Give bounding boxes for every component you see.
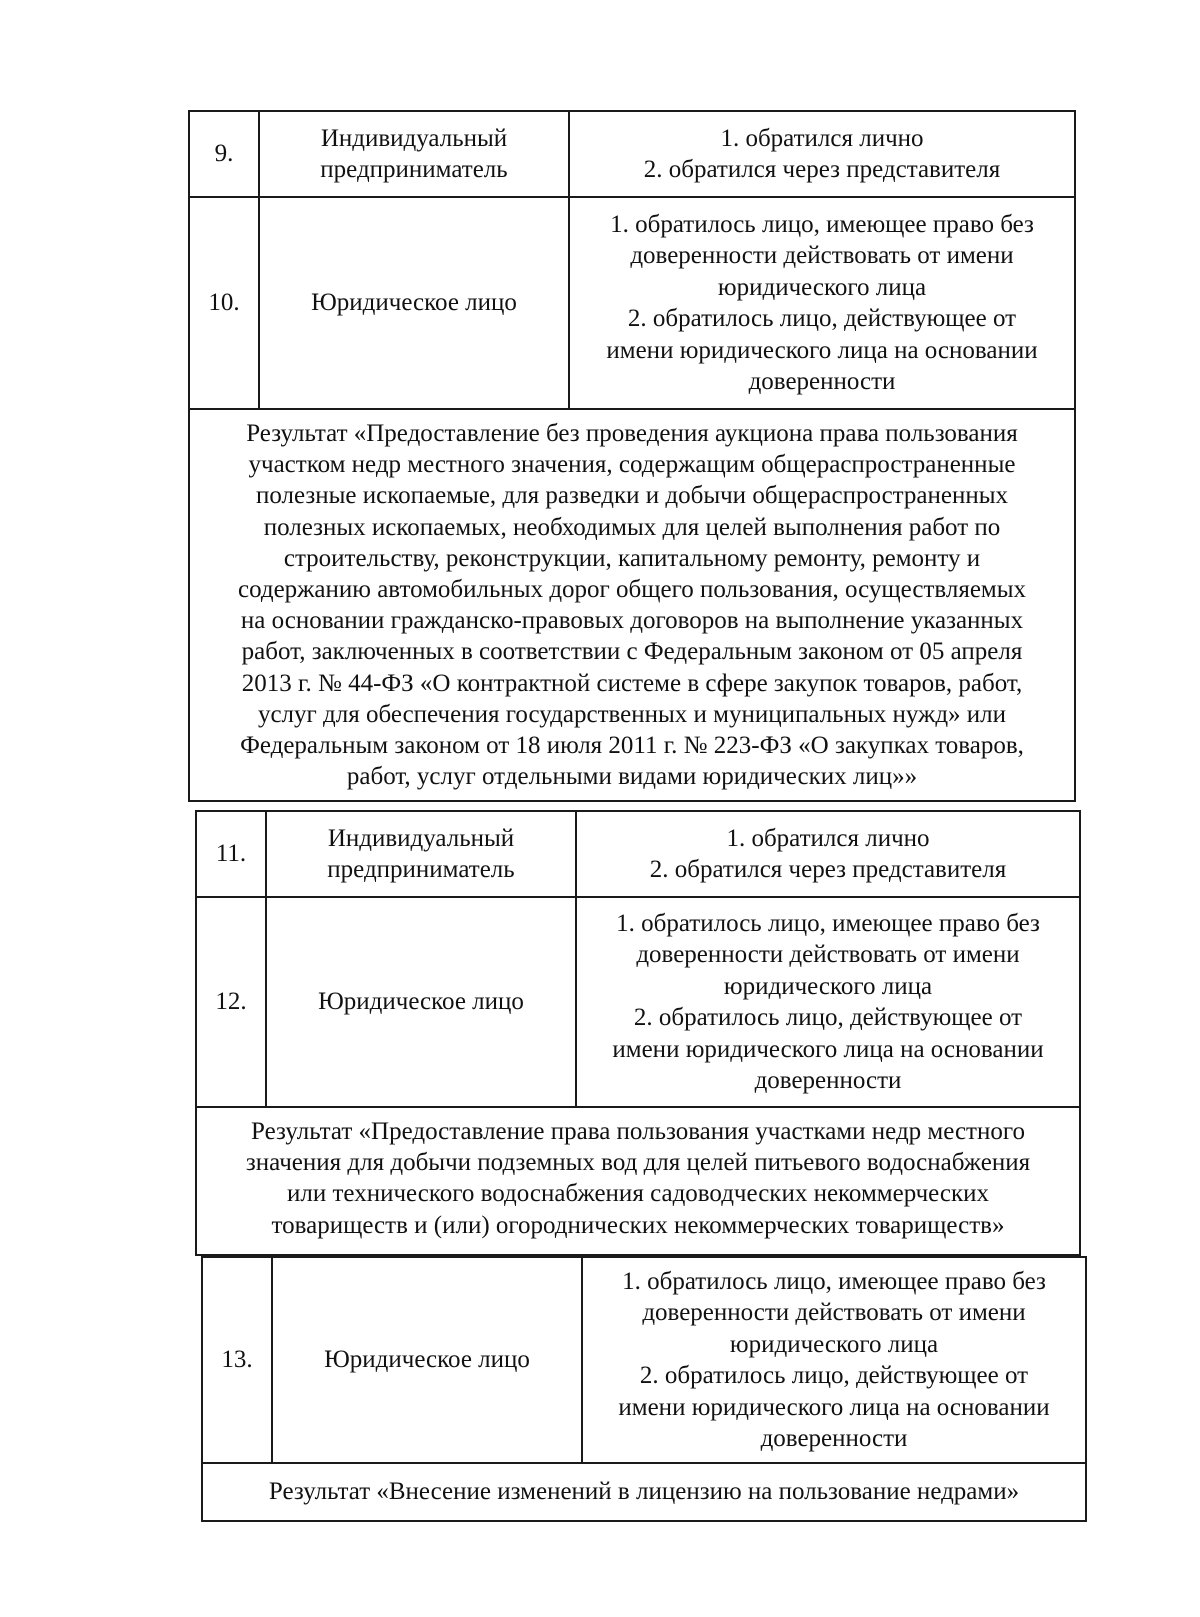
way-line: юридического лица — [717, 273, 927, 301]
row-number-cell — [190, 198, 260, 408]
result-heading — [190, 410, 1076, 800]
way-line: 1. обратился лично — [726, 824, 930, 852]
way-line: доверенности — [760, 1425, 908, 1452]
application-ways-cell — [570, 112, 1076, 196]
result-heading — [203, 1464, 1087, 1520]
table-block-b — [195, 810, 1081, 1256]
table-block-a — [188, 110, 1076, 802]
row-number: 13. — [221, 1346, 253, 1374]
way-line: 1. обратилось лицо, имеющее право без — [616, 909, 1040, 937]
result-line: строительству, реконструкции, капитальному ремонту, ремонту и — [283, 544, 981, 572]
row-number-cell — [197, 812, 267, 896]
way-line: 2. обратилось лицо, действующее от — [627, 305, 1017, 332]
table-row-10 — [190, 198, 1076, 410]
row-number: 9. — [214, 140, 234, 168]
application-ways-cell — [583, 1258, 1087, 1462]
application-ways-cell — [577, 812, 1081, 896]
result-line: полезных ископаемых, необходимых для целей выполнения работ по — [263, 513, 1001, 541]
way-line: 2. обратилось лицо, действующее от — [633, 1004, 1023, 1031]
result-line: содержанию автомобильных дорог общего пользования, осуществляемых — [237, 576, 1027, 604]
result-line: услуг для обеспечения государственных и муниципальных нужд» или — [257, 700, 1007, 728]
applicant-type-cell — [267, 812, 577, 896]
way-line: доверенности действовать от имени — [630, 242, 1014, 269]
row-number-cell — [190, 112, 260, 196]
way-line: доверенности действовать от имени — [642, 1299, 1026, 1326]
way-line: 2. обратилось лицо, действующее от — [639, 1362, 1029, 1389]
row-number-cell — [197, 898, 267, 1106]
result-row-c — [203, 1464, 1087, 1522]
way-line: 1. обратился лично — [720, 124, 924, 152]
way-line: доверенности действовать от имени — [636, 941, 1020, 968]
way-line: доверенности — [748, 368, 896, 395]
way-line: юридического лица — [729, 1330, 939, 1358]
applicant-type-line: предприниматель — [320, 156, 508, 183]
result-line: Результат «Предоставление без проведения аукциона права пользования — [246, 420, 1018, 447]
way-line: имени юридического лица на основании — [612, 1035, 1044, 1063]
result-row-a — [190, 410, 1076, 802]
result-line: полезные ископаемые, для разведки и добычи общераспространенных — [255, 482, 1009, 510]
way-line: доверенности — [754, 1067, 902, 1094]
way-line: 1. обратилось лицо, имеющее право без — [622, 1267, 1046, 1295]
way-line: имени юридического лица на основании — [618, 1393, 1050, 1421]
result-line: Результат «Предоставление права пользования участками недр местного — [251, 1118, 1025, 1145]
result-line: значения для добычи подземных вод для целей питьевого водоснабжения — [245, 1149, 1031, 1177]
result-line: на основании гражданско-правовых договоров на выполнение указанных — [240, 607, 1024, 635]
row-number-cell — [203, 1258, 273, 1462]
table-row-13 — [203, 1258, 1087, 1464]
applicant-type-cell — [273, 1258, 583, 1462]
result-line: работ, услуг отдельными видами юридических лиц»» — [346, 763, 918, 791]
result-line: 2013 г. № 44-ФЗ «О контрактной системе в сфере закупок товаров, работ, — [241, 669, 1023, 697]
applicant-type-cell — [260, 198, 570, 408]
result-heading — [197, 1108, 1081, 1254]
application-ways-cell — [570, 198, 1076, 408]
table-row-11 — [197, 812, 1081, 898]
applicant-type-line: Индивидуальный — [327, 824, 515, 852]
result-line: Результат «Внесение изменений в лицензию на пользование недрами» — [268, 1478, 1020, 1506]
result-line: Федеральным законом от 18 июля 2011 г. № 223-ФЗ «О закупках товаров, — [240, 732, 1024, 760]
applicant-type-line: Юридическое лицо — [324, 1346, 530, 1374]
result-line: работ, заключенных в соответствии с Федеральным законом от 05 апреля — [241, 638, 1023, 666]
row-number: 10. — [208, 289, 240, 317]
applicant-type-line: Юридическое лицо — [318, 988, 524, 1016]
applicant-type-cell — [260, 112, 570, 196]
way-line: 1. обратилось лицо, имеющее право без — [610, 210, 1034, 238]
way-line: 2. обратился через представителя — [643, 156, 1001, 183]
row-number: 11. — [215, 840, 247, 868]
result-line: товариществ и (или) огороднических некоммерческих товариществ» — [271, 1211, 1005, 1239]
result-line: или технического водоснабжения садоводческих некоммерческих — [287, 1180, 989, 1208]
applicant-type-line: Индивидуальный — [320, 124, 508, 152]
way-line: имени юридического лица на основании — [606, 336, 1038, 364]
applicant-type-cell — [267, 898, 577, 1106]
applicant-type-line: предприниматель — [327, 856, 515, 883]
way-line: 2. обратился через представителя — [649, 856, 1007, 883]
application-ways-cell — [577, 898, 1081, 1106]
table-row-9 — [190, 112, 1076, 198]
result-row-b — [197, 1108, 1081, 1256]
row-number: 12. — [215, 988, 247, 1016]
table-row-12 — [197, 898, 1081, 1108]
applicant-type-line: Юридическое лицо — [311, 289, 517, 317]
result-line: участком недр местного значения, содержащим общераспространенные — [248, 451, 1016, 479]
way-line: юридического лица — [723, 972, 933, 1000]
table-block-c — [201, 1256, 1087, 1522]
